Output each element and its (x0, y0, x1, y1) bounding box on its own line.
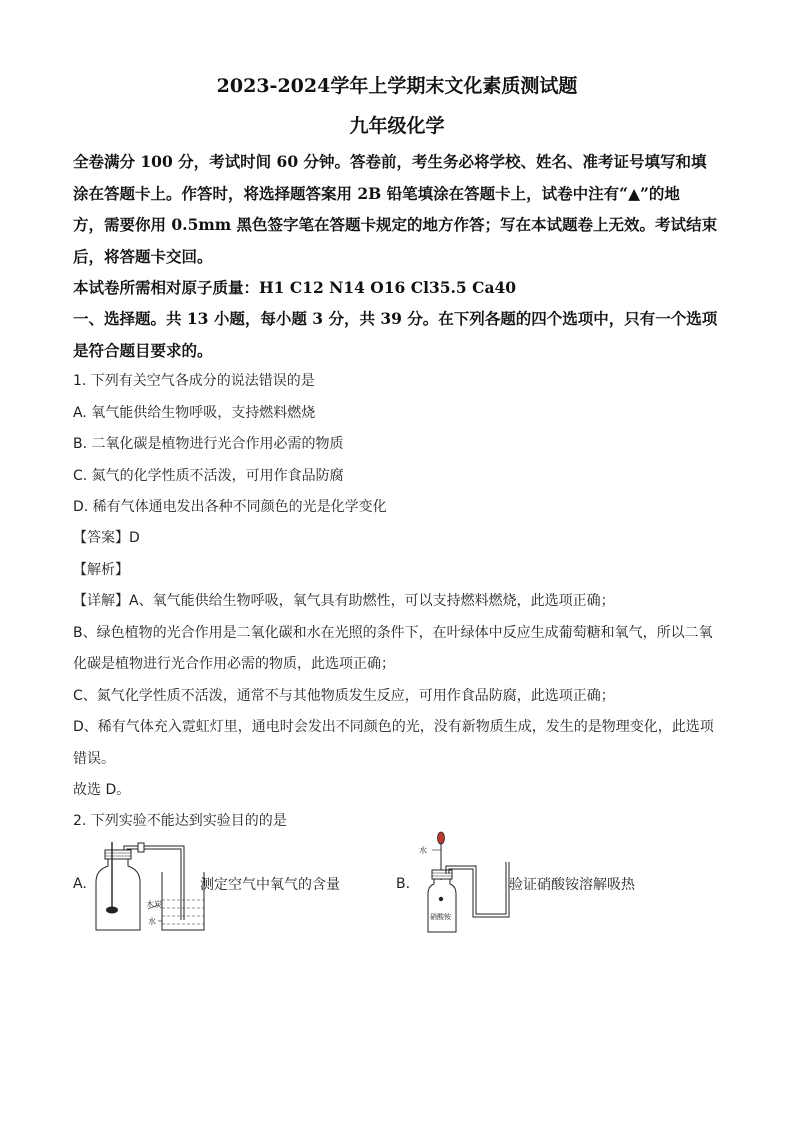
rubber-stopper (105, 850, 131, 859)
exam-title: 2023-2024学年上学期末文化素质测试题 (216, 75, 578, 97)
charcoal-label: 木炭 (146, 900, 162, 909)
exam-subtitle: 九年级化学 (349, 115, 445, 137)
dropper-water-label: 水 (419, 846, 427, 855)
clamp (138, 843, 144, 852)
question-1-detail-line: 化碳是植物进行光合作用必需的物质，此选项正确； (73, 656, 395, 672)
question-1-stem: 1. 下列有关空气各成分的说法错误的是 (73, 373, 315, 389)
water-label: 水 (148, 917, 156, 926)
ammonium-nitrate-apparatus-diagram (416, 826, 514, 936)
instruction-line: 后，将答题卡交回。 (73, 247, 213, 266)
question-2-option-b-caption: 验证硝酸铵溶解吸热 (509, 877, 635, 893)
ammonium-nitrate-label: 硝酸铵 (430, 913, 451, 921)
question-1-option-c: C. 氮气的化学性质不活泼，可用作食品防腐 (73, 468, 344, 484)
question-1-option-b: B. 二氧化碳是植物进行光合作用必需的物质 (73, 436, 344, 452)
question-1-detail-line: B、绿色植物的光合作用是二氧化碳和水在光照的条件下，在叶绿体中反应生成葡萄糖和氧气，所以二氧 (73, 625, 713, 641)
dropper-bulb (438, 832, 445, 844)
gas-bottle (96, 858, 140, 930)
question-1-detail-line: 错误。 (73, 751, 115, 767)
question-1-detail-line: 【详解】A、氧气能供给生物呼吸，氧气具有助燃性，可以支持燃料燃烧，此选项正确； (73, 593, 615, 609)
question-2-stem: 2. 下列实验不能达到实验目的的是 (73, 813, 287, 829)
question-1-option-a: A. 氧气能供给生物呼吸，支持燃料燃烧 (73, 405, 316, 421)
question-2-option-b-letter: B. (396, 876, 411, 892)
question-1-detail-line: D、稀有气体充入霓虹灯里，通电时会发出不同颜色的光，没有新物质生成，发生的是物理变化，此选项 (73, 719, 714, 735)
question-2-option-a-letter: A. (73, 876, 87, 892)
question-1-analysis-label: 【解析】 (73, 562, 129, 578)
section-heading: 一、选择题。共 13 小题，每小题 3 分，共 39 分。在下列各题的四个选项中，只有一个选项 (73, 309, 718, 328)
question-1-detail-line: 故选 D。 (73, 782, 131, 798)
question-1-option-d: D. 稀有气体通电发出各种不同颜色的光是化学变化 (73, 499, 387, 515)
instruction-line: 涂在答题卡上。作答时，将选择题答案用 2B 铅笔填涂在答题卡上，试卷中注有“▲”的地 (73, 184, 680, 203)
question-1-answer: 【答案】D (73, 530, 140, 546)
section-heading: 是符合题目要求的。 (73, 341, 213, 360)
beaker (162, 872, 204, 930)
question-1-detail-line: C、氮气化学性质不活泼，通常不与其他物质发生反应，可用作食品防腐，此选项正确； (73, 688, 615, 704)
atomic-masses: 本试卷所需相对原子质量：H1 C12 N14 O16 Cl35.5 Ca40 (73, 278, 517, 297)
oxygen-content-apparatus-diagram (88, 838, 208, 936)
flask (428, 879, 456, 932)
charcoal-in-spoon (106, 907, 118, 914)
instruction-line: 方，需要你用 0.5mm 黑色签字笔在答题卡规定的地方作答；写在本试题卷上无效。考试结束 (73, 215, 718, 234)
instruction-line: 全卷满分 100 分，考试时间 60 分钟。答卷前，考生务必将学校、姓名、准考证号填写和填 (73, 152, 707, 171)
question-2-option-a-caption: 测定空气中氧气的含量 (200, 877, 340, 893)
